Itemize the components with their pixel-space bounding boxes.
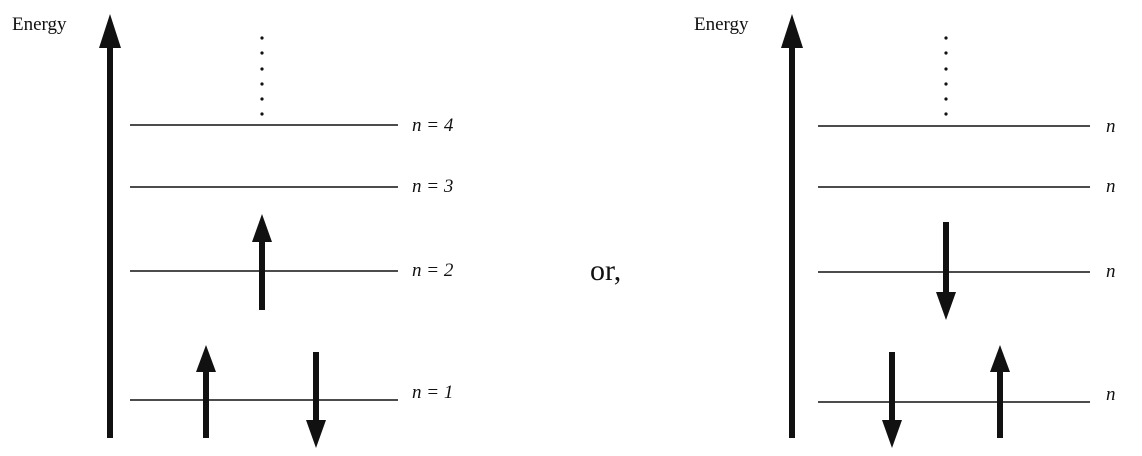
connector-or-text: or,	[590, 254, 622, 287]
left-electron-n1-spin-up-icon	[196, 345, 216, 438]
right-energy-axis-arrowhead-icon	[781, 14, 803, 48]
right-level-label-n3: n	[1106, 176, 1116, 197]
right-continuation-dots	[944, 36, 947, 115]
right-level-label-n4: n	[1106, 116, 1116, 137]
left-electron-n2-spin-up-icon	[252, 214, 272, 310]
right-diagram	[694, 14, 1116, 448]
right-energy-axis-label: Energy	[694, 14, 749, 35]
right-electron-n1-spin-up-icon	[990, 345, 1010, 438]
right-level-label-n1: n	[1106, 384, 1116, 405]
right-electron-n1-spin-down-icon	[882, 352, 902, 448]
left-energy-axis-arrowhead-icon	[99, 14, 121, 48]
left-continuation-dots	[260, 36, 263, 115]
left-level-label-n2: n = 2	[412, 260, 454, 281]
left-level-label-n4: n = 4	[412, 115, 454, 136]
left-level-label-n3: n = 3	[412, 176, 454, 197]
left-level-label-n1: n = 1	[412, 382, 454, 403]
left-energy-axis-label: Energy	[12, 14, 67, 35]
right-electron-n2-spin-down-icon	[936, 222, 956, 320]
right-level-label-n2: n	[1106, 261, 1116, 282]
left-diagram	[12, 14, 454, 448]
